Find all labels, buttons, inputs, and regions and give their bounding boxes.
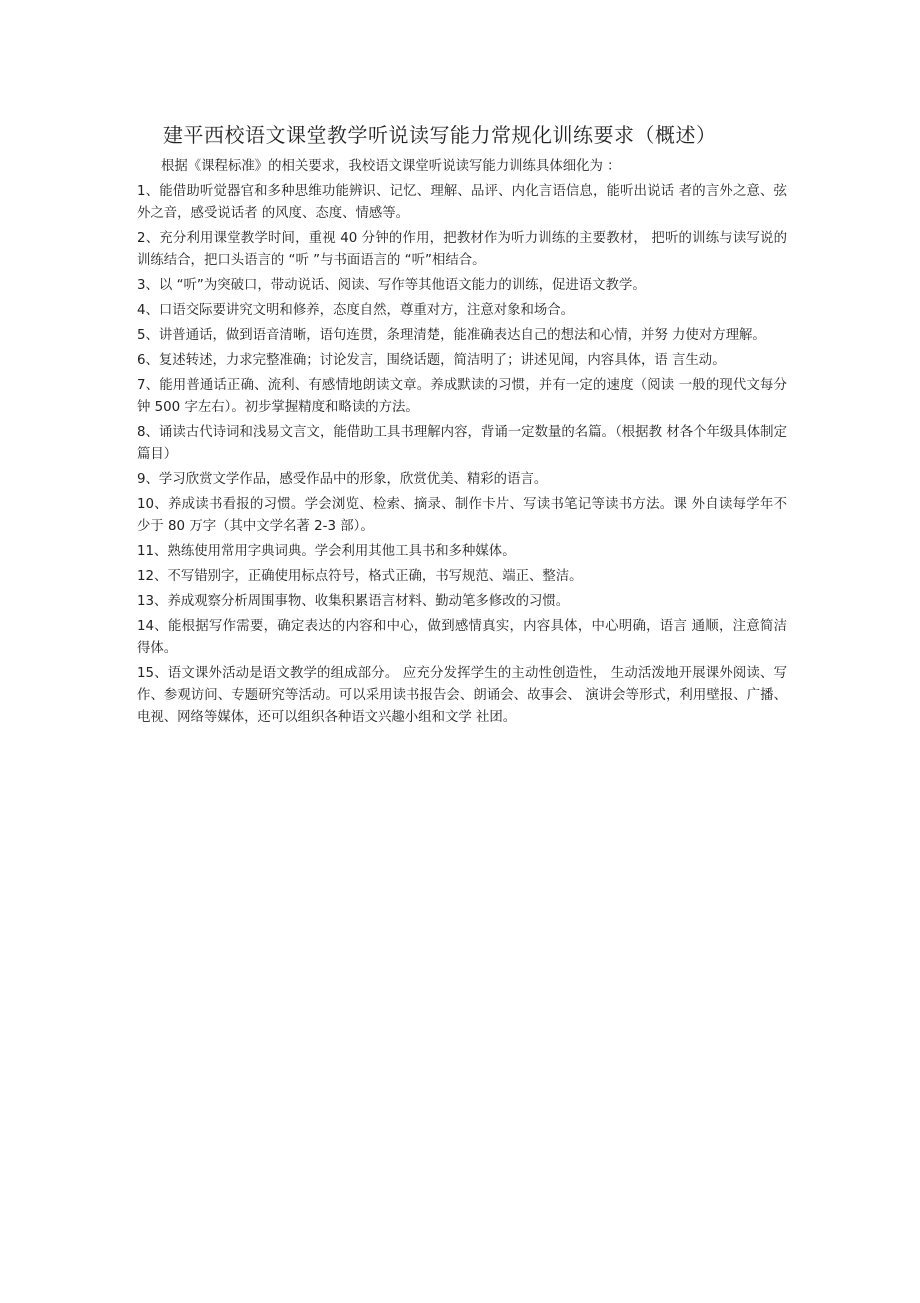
document-title: 建平西校语文课堂教学听说读写能力常规化训练要求（概述） bbox=[163, 123, 717, 147]
list-item-text: 讲普通话，做到语音清晰，语句连贯，条理清楚，能准确表达自己的想法和心情，并努 力使对方理解。 bbox=[158, 328, 766, 343]
document-intro: 根据《课程标准》的相关要求，我校语文课堂听说读写能力训练具体细化为 ： bbox=[161, 159, 621, 174]
list-item-text: 养成观察分析周围事物、收集积累语言材料、勤动笔多修改的习惯。 bbox=[167, 594, 570, 609]
list-item-text: 熟练使用常用字典词典。学会利用其他工具书和多种媒体。 bbox=[167, 544, 516, 559]
list-item-text: 不写错别字，正确使用标点符号，格式正确，书写规范、端正、整洁。 bbox=[167, 569, 583, 584]
list-item bbox=[137, 275, 787, 297]
list-item-number: 2、 bbox=[137, 231, 160, 246]
list-item-number: 11、 bbox=[137, 544, 168, 559]
list-item bbox=[137, 541, 787, 563]
list-item bbox=[137, 469, 787, 491]
list-item-text: 能根据写作需要，确定表达的内容和中心，做到感情真实，内容具体，中心明确，语言 通顺，注意简洁得体。 bbox=[137, 619, 787, 656]
list-item-text: 充分利用课堂教学时间，重视 40 分钟的作用，把教材作为听力训练的主要教材， 把听的训练与读写说的训练结合，把口头语言的 “听 ”与书面语言的 “听”相结合。 bbox=[137, 231, 787, 268]
list-item bbox=[137, 663, 787, 729]
list-item bbox=[137, 300, 787, 322]
list-item-text: 能借助听觉器官和多种思维功能辨识、记忆、理解、品评、内化言语信息，能听出说话 者的言外之意、弦外之音，感受说话者 的风度、态度、情感等。 bbox=[137, 184, 787, 221]
list-item-number: 7、 bbox=[137, 378, 160, 393]
list-item bbox=[137, 494, 787, 538]
list-item bbox=[137, 181, 787, 225]
list-item-number: 6、 bbox=[137, 353, 159, 368]
list-item-number: 8、 bbox=[137, 425, 159, 440]
list-item bbox=[137, 591, 787, 613]
list-item bbox=[137, 228, 787, 272]
list-item-text: 复述转述，力求完整准确；讨论发言，围绕话题，简洁明了；讲述见闻，内容具体，语 言生动。 bbox=[158, 353, 726, 368]
list-item bbox=[137, 325, 787, 347]
list-item-number: 5、 bbox=[137, 328, 159, 343]
list-item-text: 诵读古代诗词和浅易文言文，能借助工具书理解内容，背诵一定数量的名篇。（根据教 材各个年级具体制定篇目） bbox=[137, 425, 787, 462]
list-item-number: 10、 bbox=[137, 497, 168, 512]
document-page bbox=[137, 118, 787, 732]
list-item-text: 语文课外活动是语文教学的组成部分。 应充分发挥学生的主动性创造性， 生动活泼地开展课外阅读、写作、参观访问、专题研究等活动。可以采用读书报告会、朗诵会、故事会、 演讲会等形式，利用壁报、广播、电视、网络等媒体，还可以组织各种语文兴趣小组和文学 社团。 bbox=[137, 666, 788, 725]
list-item-text: 口语交际要讲究文明和修养，态度自然，尊重对方，注意对象和场合。 bbox=[158, 303, 575, 318]
list-item bbox=[137, 616, 787, 660]
list-item-number: 12、 bbox=[137, 569, 168, 584]
list-item-text: 以 “听”为突破口，带动说话、阅读、写作等其他语文能力的训练，促进语文教学。 bbox=[158, 278, 646, 293]
list-item-number: 3、 bbox=[137, 278, 159, 293]
list-item-number: 4、 bbox=[137, 303, 159, 318]
list-item-number: 15、 bbox=[137, 666, 168, 681]
list-item-text: 养成读书看报的习惯。学会浏览、检索、摘录、制作卡片、写读书笔记等读书方法。课 外自读每学年不少于 80 万字（其中文学名著 2-3 部）。 bbox=[137, 497, 787, 534]
list-item-text: 能用普通话正确、流利、有感情地朗读文章。养成默读的习惯，并有一定的速度（阅读 一般的现代文每分钟 500 字左右）。初步掌握精度和略读的方法。 bbox=[137, 378, 787, 415]
list-item-text: 学习欣赏文学作品，感受作品中的形象，欣赏优美、精彩的语言。 bbox=[158, 472, 548, 487]
list-item bbox=[137, 566, 787, 588]
list-item bbox=[137, 375, 787, 419]
list-item-number: 1、 bbox=[137, 184, 160, 199]
list-item-number: 9、 bbox=[137, 472, 159, 487]
list-item-number: 14、 bbox=[137, 619, 168, 634]
list-item-number: 13、 bbox=[137, 594, 168, 609]
list-item bbox=[137, 422, 787, 466]
list-item bbox=[137, 350, 787, 372]
